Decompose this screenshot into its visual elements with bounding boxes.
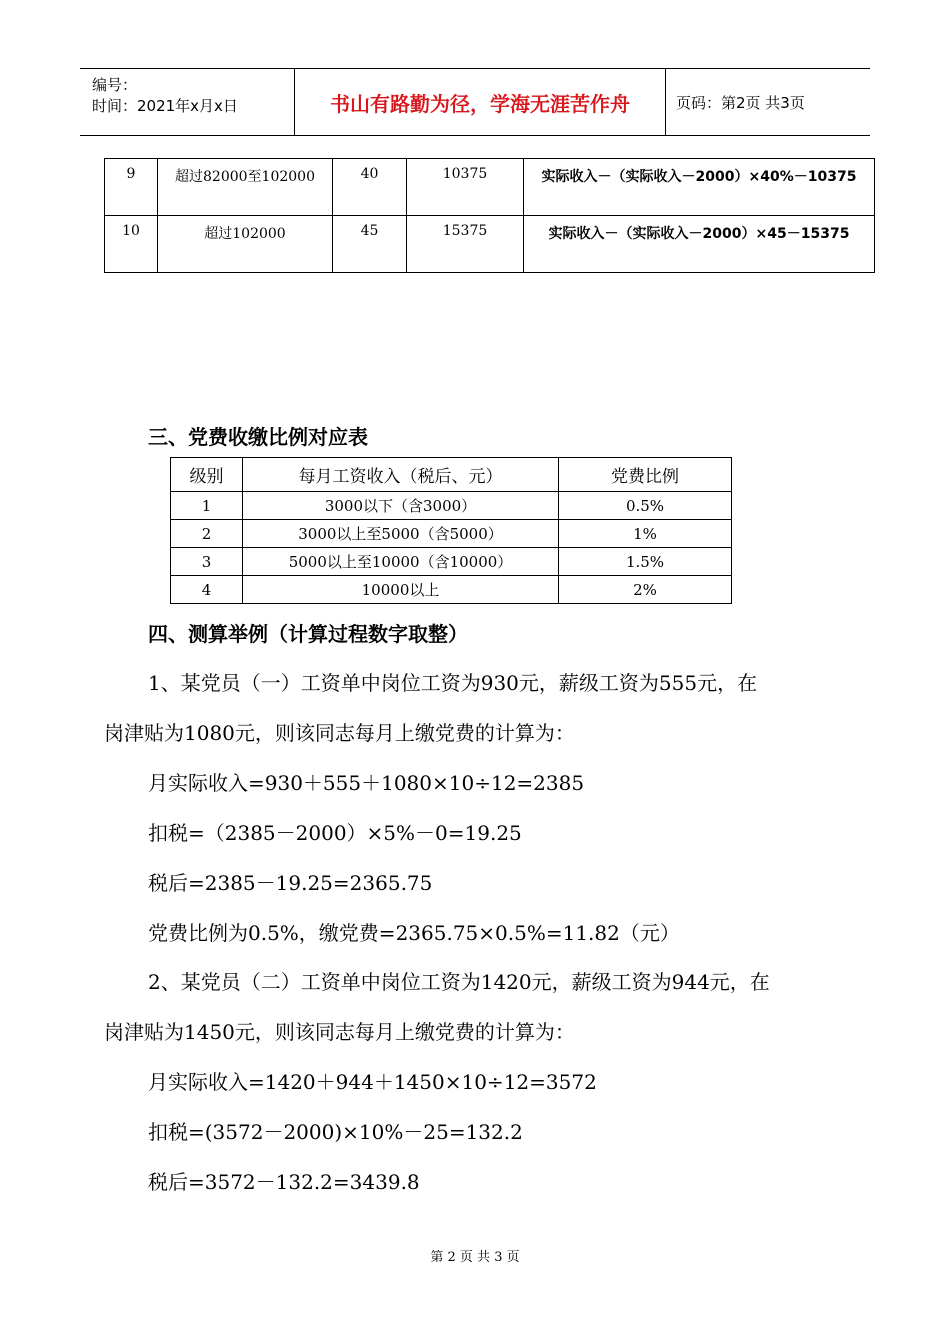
column-header-income: 每月工资收入（税后、元）: [243, 458, 559, 492]
header-motto: 书山有路勤为径，学海无涯苦作舟: [295, 69, 666, 136]
tax-formula-cell: 实际收入－（实际收入－2000）×40%－10375: [524, 159, 875, 216]
example-1-after-tax-calc: 税后=2385－19.25=2365.75: [148, 871, 433, 895]
dues-level-cell: 4: [171, 576, 243, 604]
tax-range-cell: 超过82000至102000: [158, 159, 333, 216]
header-page-info: 页码：第2页 共3页: [666, 69, 871, 136]
example-2-paragraph-line-2: 岗津贴为1450元，则该同志每月上缴党费的计算为：: [104, 1020, 575, 1044]
tax-deduction-cell: 15375: [407, 216, 524, 273]
dues-level-cell: 2: [171, 520, 243, 548]
table-row: [171, 548, 732, 576]
section-4-heading: 四、测算举例（计算过程数字取整）: [148, 622, 468, 646]
page-footer: 第 2 页 共 3 页: [430, 1250, 520, 1265]
tax-level-cell: 10: [105, 216, 158, 273]
dues-ratio-cell: 1.5%: [559, 548, 732, 576]
dues-ratio-cell: 2%: [559, 576, 732, 604]
section-3-heading: 三、党费收缴比例对应表: [148, 425, 368, 449]
example-1-paragraph-line-1: 1、某党员（一）工资单中岗位工资为930元，薪级工资为555元，在: [148, 671, 758, 695]
tax-level-cell: 9: [105, 159, 158, 216]
example-1-paragraph-line-2: 岗津贴为1080元，则该同志每月上缴党费的计算为：: [104, 721, 575, 745]
table-row: [105, 159, 875, 216]
party-dues-table: [170, 457, 732, 604]
header-meta: [80, 69, 295, 136]
dues-level-cell: 1: [171, 492, 243, 520]
example-2-after-tax-calc: 税后=3572－132.2=3439.8: [148, 1170, 420, 1194]
column-header-ratio: 党费比例: [559, 458, 732, 492]
table-row: [171, 492, 732, 520]
example-2-income-calc: 月实际收入=1420＋944＋1450×10÷12=3572: [148, 1070, 597, 1094]
dues-income-cell: 10000以上: [243, 576, 559, 604]
dues-ratio-cell: 1%: [559, 520, 732, 548]
tax-rate-cell: 45: [333, 216, 407, 273]
table-row: [171, 576, 732, 604]
page-header: [80, 68, 870, 136]
dues-income-cell: 3000以上至5000（含5000）: [243, 520, 559, 548]
tax-range-cell: 超过102000: [158, 216, 333, 273]
example-1-income-calc: 月实际收入=930＋555＋1080×10÷12=2385: [148, 771, 585, 795]
document-time-label: 时间：2021年x月x日: [92, 97, 238, 115]
dues-income-cell: 3000以下（含3000）: [243, 492, 559, 520]
dues-income-cell: 5000以上至10000（含10000）: [243, 548, 559, 576]
dues-ratio-cell: 0.5%: [559, 492, 732, 520]
dues-level-cell: 3: [171, 548, 243, 576]
document-number-label: 编号：: [92, 76, 138, 94]
example-2-paragraph-line-1: 2、某党员（二）工资单中岗位工资为1420元，薪级工资为944元，在: [148, 970, 770, 994]
table-header-row: [171, 458, 732, 492]
example-2-tax-calc: 扣税=(3572－2000)×10%－25=132.2: [148, 1120, 523, 1144]
example-1-tax-calc: 扣税=（2385－2000）×5%－0=19.25: [148, 821, 522, 845]
tax-formula-cell: 实际收入－（实际收入－2000）×45－15375: [524, 216, 875, 273]
table-row: [171, 520, 732, 548]
table-row: [105, 216, 875, 273]
tax-rate-table: [104, 158, 875, 273]
tax-deduction-cell: 10375: [407, 159, 524, 216]
tax-rate-cell: 40: [333, 159, 407, 216]
example-1-dues-calc: 党费比例为0.5%，缴党费=2365.75×0.5%=11.82（元）: [148, 921, 680, 945]
column-header-level: 级别: [171, 458, 243, 492]
